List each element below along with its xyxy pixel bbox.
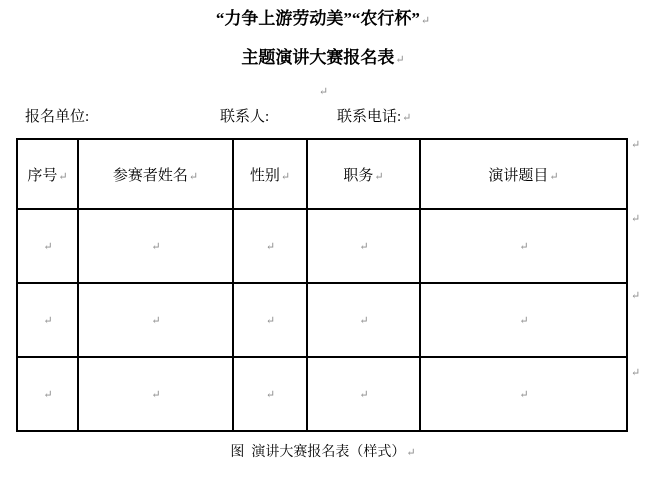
empty-cell — [307, 283, 420, 357]
phone-label-text: 联系电话: — [337, 109, 402, 125]
empty-cell — [78, 283, 233, 357]
header-label: 性别 — [249, 167, 280, 184]
title-line-1 — [0, 8, 646, 32]
empty-cell — [233, 209, 307, 283]
empty-cell — [78, 209, 233, 283]
paragraph-mark-icon: ↵ — [318, 86, 329, 98]
title-line-2-text: 主题演讲大赛报名表 — [241, 48, 395, 67]
row-end-paragraph-mark-icon: ↵ — [631, 139, 641, 151]
paragraph-mark-icon: ↵ — [58, 170, 68, 183]
header-cell-position — [307, 139, 420, 209]
contact-label: 联系人: — [220, 109, 270, 125]
header-cell-name — [78, 139, 233, 209]
paragraph-mark-icon: ↵ — [188, 170, 199, 183]
title-line-1-text: “力争上游劳动美”“农行杯” — [215, 9, 420, 28]
registration-table — [16, 138, 628, 432]
empty-paragraph — [0, 83, 646, 99]
row-end-paragraph-mark-icon: ↵ — [631, 290, 641, 302]
header-label: 序号 — [27, 167, 58, 184]
header-label: 参赛者姓名 — [112, 167, 188, 184]
paragraph-mark-icon: ↵ — [280, 170, 291, 183]
paragraph-mark-icon: ↵ — [43, 240, 53, 253]
paragraph-mark-icon: ↵ — [265, 314, 276, 327]
title-line-2 — [0, 47, 646, 71]
paragraph-mark-icon: ↵ — [265, 240, 276, 253]
paragraph-mark-icon: ↵ — [519, 240, 529, 253]
paragraph-mark-icon: ↵ — [420, 15, 431, 27]
row-end-paragraph-mark-icon: ↵ — [631, 367, 641, 379]
paragraph-mark-icon: ↵ — [359, 314, 369, 327]
empty-cell — [17, 283, 78, 357]
empty-cell — [420, 357, 627, 431]
table-header-row — [17, 139, 627, 209]
paragraph-mark-icon: ↵ — [151, 240, 161, 253]
row-end-paragraph-mark-icon: ↵ — [631, 213, 641, 225]
empty-cell — [420, 209, 627, 283]
empty-cell — [233, 357, 307, 431]
header-cell-index — [17, 139, 78, 209]
phone-label — [337, 107, 411, 128]
paragraph-mark-icon: ↵ — [519, 314, 529, 327]
empty-cell — [78, 357, 233, 431]
paragraph-mark-icon: ↵ — [265, 388, 276, 401]
unit-label: 报名单位: — [25, 109, 90, 125]
empty-cell — [420, 283, 627, 357]
empty-cell — [17, 357, 78, 431]
figure-caption — [0, 443, 646, 463]
paragraph-mark-icon: ↵ — [519, 388, 529, 401]
paragraph-mark-icon: ↵ — [151, 314, 161, 327]
paragraph-mark-icon: ↵ — [151, 388, 161, 401]
paragraph-mark-icon: ↵ — [374, 170, 384, 183]
paragraph-mark-icon: ↵ — [43, 314, 53, 327]
empty-cell — [307, 209, 420, 283]
empty-cell — [17, 209, 78, 283]
table-row — [17, 283, 627, 357]
table-row — [17, 357, 627, 431]
paragraph-mark-icon: ↵ — [402, 112, 412, 124]
header-label: 演讲题目 — [488, 167, 549, 184]
paragraph-mark-icon: ↵ — [406, 447, 416, 459]
paragraph-mark-icon: ↵ — [549, 170, 559, 183]
paragraph-mark-icon: ↵ — [359, 388, 369, 401]
empty-cell — [233, 283, 307, 357]
empty-cell — [307, 357, 420, 431]
caption-text: 图 演讲大赛报名表（样式） — [230, 445, 406, 460]
table-row — [17, 209, 627, 283]
header-cell-gender — [233, 139, 307, 209]
form-fields-line — [0, 107, 646, 127]
paragraph-mark-icon: ↵ — [395, 54, 405, 66]
header-cell-topic — [420, 139, 627, 209]
paragraph-mark-icon: ↵ — [43, 388, 53, 401]
header-label: 职务 — [343, 167, 374, 184]
paragraph-mark-icon: ↵ — [359, 240, 369, 253]
